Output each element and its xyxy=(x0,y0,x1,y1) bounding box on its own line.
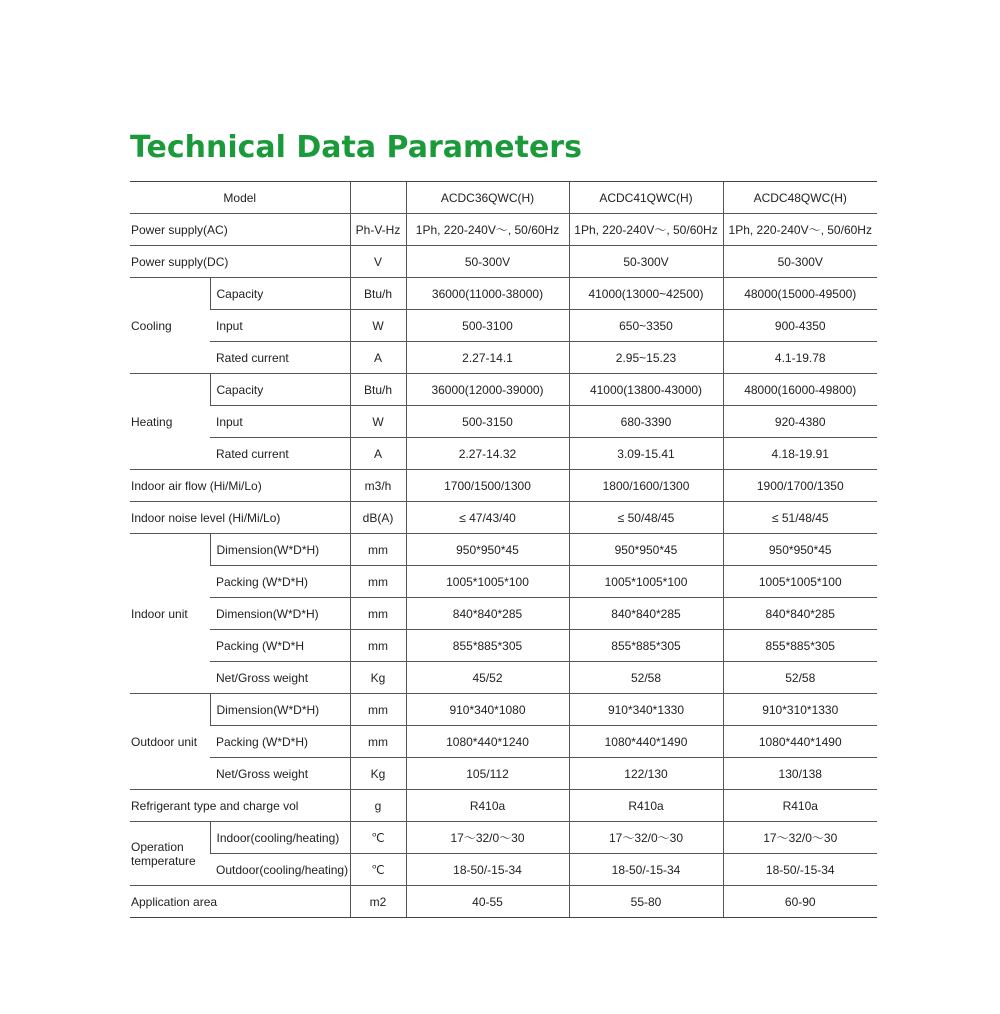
header-model-label: Model xyxy=(130,182,350,214)
value-cell: 122/130 xyxy=(569,758,723,790)
group-label-outdoor-unit: Outdoor unit xyxy=(130,694,210,790)
value-cell: 500-3150 xyxy=(406,406,569,438)
value-cell: 855*885*305 xyxy=(569,630,723,662)
group-label-operation-temperature: Operation temperature xyxy=(130,822,210,886)
value-cell: 910*340*1080 xyxy=(406,694,569,726)
value-cell: 50-300V xyxy=(723,246,877,278)
row-unit: V xyxy=(350,246,406,278)
row-label: Power supply(AC) xyxy=(130,214,350,246)
value-cell: 840*840*285 xyxy=(406,598,569,630)
row-sublabel: Net/Gross weight xyxy=(210,662,350,694)
row-unit: dB(A) xyxy=(350,502,406,534)
table-row xyxy=(130,246,877,278)
value-cell: 18-50/-15-34 xyxy=(723,854,877,886)
value-cell: 1Ph, 220-240V〜, 50/60Hz xyxy=(723,214,877,246)
table-row xyxy=(130,598,877,630)
value-cell: 1005*1005*100 xyxy=(723,566,877,598)
table-row xyxy=(130,758,877,790)
row-sublabel: Input xyxy=(210,310,350,342)
value-cell: 650~3350 xyxy=(569,310,723,342)
row-unit: W xyxy=(350,310,406,342)
row-unit: mm xyxy=(350,630,406,662)
row-unit: m2 xyxy=(350,886,406,918)
row-unit: g xyxy=(350,790,406,822)
value-cell: 40-55 xyxy=(406,886,569,918)
row-sublabel: Dimension(W*D*H) xyxy=(210,534,350,566)
row-unit: W xyxy=(350,406,406,438)
value-cell: 41000(13000~42500) xyxy=(569,278,723,310)
value-cell: 2.27-14.32 xyxy=(406,438,569,470)
row-sublabel: Packing (W*D*H) xyxy=(210,566,350,598)
value-cell: 1080*440*1240 xyxy=(406,726,569,758)
value-cell: 910*340*1330 xyxy=(569,694,723,726)
row-sublabel: Packing (W*D*H) xyxy=(210,726,350,758)
value-cell: 4.18-19.91 xyxy=(723,438,877,470)
value-cell: 2.27-14.1 xyxy=(406,342,569,374)
row-sublabel: Dimension(W*D*H) xyxy=(210,694,350,726)
row-unit: mm xyxy=(350,566,406,598)
row-unit: ℃ xyxy=(350,822,406,854)
table-row xyxy=(130,630,877,662)
value-cell: 4.1-19.78 xyxy=(723,342,877,374)
value-cell: 52/58 xyxy=(569,662,723,694)
technical-data-table xyxy=(130,181,877,918)
value-cell: ≤ 51/48/45 xyxy=(723,502,877,534)
value-cell: R410a xyxy=(723,790,877,822)
group-label-heating: Heating xyxy=(130,374,210,470)
value-cell: 1Ph, 220-240V〜, 50/60Hz xyxy=(569,214,723,246)
table-row xyxy=(130,214,877,246)
table-row xyxy=(130,310,877,342)
value-cell: 840*840*285 xyxy=(569,598,723,630)
row-label: Indoor air flow (Hi/Mi/Lo) xyxy=(130,470,350,502)
table-row xyxy=(130,438,877,470)
value-cell: 1005*1005*100 xyxy=(406,566,569,598)
row-unit: mm xyxy=(350,534,406,566)
value-cell: 41000(13800-43000) xyxy=(569,374,723,406)
value-cell: 1900/1700/1350 xyxy=(723,470,877,502)
table-row xyxy=(130,886,877,918)
value-cell: 18-50/-15-34 xyxy=(569,854,723,886)
row-sublabel: Rated current xyxy=(210,342,350,374)
value-cell: 105/112 xyxy=(406,758,569,790)
row-unit: Btu/h xyxy=(350,374,406,406)
value-cell: R410a xyxy=(406,790,569,822)
group-label-cooling: Cooling xyxy=(130,278,210,374)
row-sublabel: Dimension(W*D*H) xyxy=(210,598,350,630)
value-cell: 130/138 xyxy=(723,758,877,790)
value-cell: R410a xyxy=(569,790,723,822)
value-cell: 1700/1500/1300 xyxy=(406,470,569,502)
technical-data-body xyxy=(130,182,877,918)
table-row xyxy=(130,342,877,374)
value-cell: 1080*440*1490 xyxy=(723,726,877,758)
header-unit-cell xyxy=(350,182,406,214)
value-cell: 50-300V xyxy=(569,246,723,278)
row-sublabel: Capacity xyxy=(210,278,350,310)
row-sublabel: Net/Gross weight xyxy=(210,758,350,790)
value-cell: 48000(15000-49500) xyxy=(723,278,877,310)
value-cell: 17〜32/0〜30 xyxy=(723,822,877,854)
row-unit: A xyxy=(350,342,406,374)
table-row xyxy=(130,694,877,726)
table-header-row xyxy=(130,182,877,214)
table-row xyxy=(130,502,877,534)
value-cell: 36000(11000-38000) xyxy=(406,278,569,310)
value-cell: 950*950*45 xyxy=(569,534,723,566)
value-cell: 950*950*45 xyxy=(406,534,569,566)
value-cell: 2.95~15.23 xyxy=(569,342,723,374)
table-row xyxy=(130,790,877,822)
row-sublabel: Indoor(cooling/heating) xyxy=(210,822,350,854)
table-row xyxy=(130,374,877,406)
row-unit: Ph-V-Hz xyxy=(350,214,406,246)
value-cell: 45/52 xyxy=(406,662,569,694)
row-unit: ℃ xyxy=(350,854,406,886)
header-model-acdc36qwc-h: ACDC36QWC(H) xyxy=(406,182,569,214)
value-cell: 60-90 xyxy=(723,886,877,918)
row-sublabel: Capacity xyxy=(210,374,350,406)
row-label: Indoor noise level (Hi/Mi/Lo) xyxy=(130,502,350,534)
value-cell: 1080*440*1490 xyxy=(569,726,723,758)
value-cell: 52/58 xyxy=(723,662,877,694)
value-cell: 50-300V xyxy=(406,246,569,278)
value-cell: 855*885*305 xyxy=(406,630,569,662)
group-label-indoor-unit: Indoor unit xyxy=(130,534,210,694)
table-row xyxy=(130,854,877,886)
value-cell: ≤ 50/48/45 xyxy=(569,502,723,534)
table-row xyxy=(130,822,877,854)
row-sublabel: Outdoor(cooling/heating) xyxy=(210,854,350,886)
table-row xyxy=(130,726,877,758)
value-cell: 1005*1005*100 xyxy=(569,566,723,598)
header-model-acdc41qwc-h: ACDC41QWC(H) xyxy=(569,182,723,214)
row-unit: m3/h xyxy=(350,470,406,502)
value-cell: ≤ 47/43/40 xyxy=(406,502,569,534)
value-cell: 920-4380 xyxy=(723,406,877,438)
row-sublabel: Input xyxy=(210,406,350,438)
row-unit: mm xyxy=(350,726,406,758)
value-cell: 1Ph, 220-240V〜, 50/60Hz xyxy=(406,214,569,246)
table-row xyxy=(130,470,877,502)
value-cell: 500-3100 xyxy=(406,310,569,342)
table-row xyxy=(130,406,877,438)
row-unit: mm xyxy=(350,694,406,726)
row-unit: Kg xyxy=(350,662,406,694)
row-label: Power supply(DC) xyxy=(130,246,350,278)
row-label: Refrigerant type and charge vol xyxy=(130,790,350,822)
value-cell: 680-3390 xyxy=(569,406,723,438)
value-cell: 18-50/-15-34 xyxy=(406,854,569,886)
row-unit: Kg xyxy=(350,758,406,790)
row-sublabel: Rated current xyxy=(210,438,350,470)
value-cell: 55-80 xyxy=(569,886,723,918)
value-cell: 1800/1600/1300 xyxy=(569,470,723,502)
page-title: Technical Data Parameters xyxy=(130,130,582,165)
value-cell: 17〜32/0〜30 xyxy=(406,822,569,854)
value-cell: 840*840*285 xyxy=(723,598,877,630)
table-row xyxy=(130,662,877,694)
row-unit: Btu/h xyxy=(350,278,406,310)
value-cell: 855*885*305 xyxy=(723,630,877,662)
value-cell: 48000(16000-49800) xyxy=(723,374,877,406)
value-cell: 3.09-15.41 xyxy=(569,438,723,470)
table-row xyxy=(130,278,877,310)
row-unit: mm xyxy=(350,598,406,630)
header-model-acdc48qwc-h: ACDC48QWC(H) xyxy=(723,182,877,214)
value-cell: 910*310*1330 xyxy=(723,694,877,726)
value-cell: 36000(12000-39000) xyxy=(406,374,569,406)
table-row xyxy=(130,566,877,598)
value-cell: 17〜32/0〜30 xyxy=(569,822,723,854)
table-row xyxy=(130,534,877,566)
row-sublabel: Packing (W*D*H xyxy=(210,630,350,662)
row-label: Application area xyxy=(130,886,350,918)
value-cell: 950*950*45 xyxy=(723,534,877,566)
value-cell: 900-4350 xyxy=(723,310,877,342)
row-unit: A xyxy=(350,438,406,470)
